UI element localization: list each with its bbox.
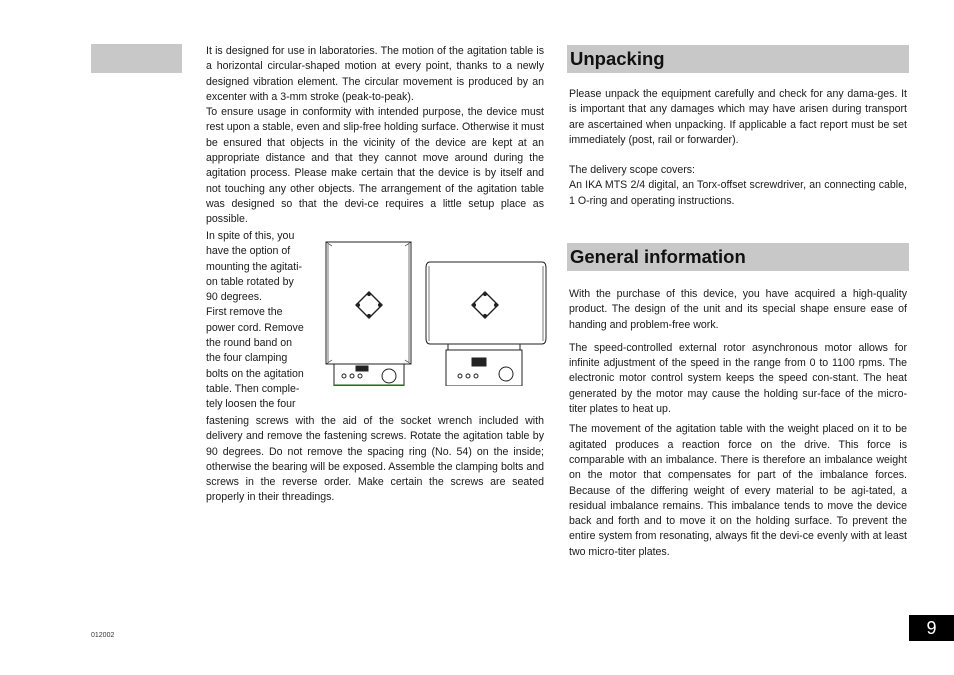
narrow-line: In spite of this, you [206, 230, 295, 242]
narrow-line: bolts on the agitation [206, 367, 304, 380]
continuation-text [206, 414, 544, 506]
device-illustration [322, 236, 548, 386]
narrow-line: tely loosen the four [206, 398, 296, 411]
intro-paragraph-1: It is designed for use in laboratories. The motion of the agitation table is a horizontal circular-shaped motion at every point, thanks to a newly designed vibration element. The circular movement is produced by an excenter with a 3-mm stroke (peak-to-peak). [206, 45, 544, 103]
section-marker-tab [91, 44, 182, 73]
general-text-block [569, 287, 907, 560]
general-paragraph-2: The speed-controlled external rotor asynchronous motor allows for infinite adjustment of the speed in the range from 0 to 1100 rpms. The electronic motor control system keeps the speed con-stant. The heat generated by the motor may cause the holding sur-face of the micro-titer plates to heat up. [569, 341, 907, 416]
delivery-scope-text: An IKA MTS 2/4 digital, an Torx-offset screwdriver, an connecting cable, 1 O-ring and operating instructions. [569, 179, 907, 207]
continuation-paragraph: fastening screws with the aid of the socket wrench included with delivery and remove the fastening screws. Rotate the agitation table by 90 degrees. Do not remove the spacing ring (No. 54) on the inside; otherwise the bearing will be exposed. Assemble the clamping bolts and screws in the reverse order. Make certain the screws are seated properly in their threadings. [206, 415, 544, 504]
intro-text-block [206, 44, 544, 228]
unpacking-heading: Unpacking [567, 45, 909, 73]
narrow-line: have the option of [206, 245, 291, 258]
general-paragraph-3: The movement of the agitation table with the weight placed on it to be agitated produces a reaction force on the drive. This force is comparable with an imbalance. There is therefore an imbalance weight on the motor that compensates for part of the imbalance forces. Because of the differing weight of every material to be agi-tated, a residual imbalance remains. This imbalance tends to move the device back and forth and to move it on the holding surface. To prevent the entire system from resonating, always fit the devi-ce evenly with at least two micro-titer plates. [569, 423, 907, 558]
general-information-heading: General information [567, 243, 909, 271]
general-paragraph-1: With the purchase of this device, you have acquired a high-quality product. The design of the unit and its special shape ensure ease of handing and problem-free work. [569, 288, 907, 331]
device-standard [426, 262, 546, 386]
page-number: 9 [909, 615, 954, 641]
narrow-line: First remove the [206, 306, 283, 319]
narrow-line: table. Then comple- [206, 382, 300, 395]
narrow-line: on table rotated by [206, 275, 294, 288]
narrow-line: the round band on [206, 337, 293, 350]
intro-paragraph-2: To ensure usage in conformity with intended purpose, the device must rest upon a stable, even and slip-free holding surface. Otherwise it must be ensured that objects in the vicinity of the device are kept at an appropriate distance and that they cannot move around during the agitation process. Please make certain that the device is by itself and not touching any other objects. The arrangement of the agitation table was designed so that the devi-ce requires a little setup place as possible. [206, 106, 544, 226]
unpacking-paragraph: Please unpack the equipment carefully and check for any dama-ges. It is important that any damages which may have arisen during transport are ascertained when unpacking. If applicable a fact report must be set immediately (post, rail or forwarder). [569, 88, 907, 146]
narrow-line: 90 degrees. [206, 291, 262, 304]
narrow-line: mounting the agitati- [206, 260, 302, 273]
narrow-text-block [206, 229, 314, 413]
narrow-line: the four clamping [206, 352, 288, 365]
delivery-scope-label: The delivery scope covers: [569, 164, 696, 177]
device-rotated [326, 242, 411, 386]
document-code: 012002 [91, 632, 115, 639]
narrow-line: power cord. Remove [206, 321, 304, 334]
unpacking-text-block [569, 87, 907, 209]
